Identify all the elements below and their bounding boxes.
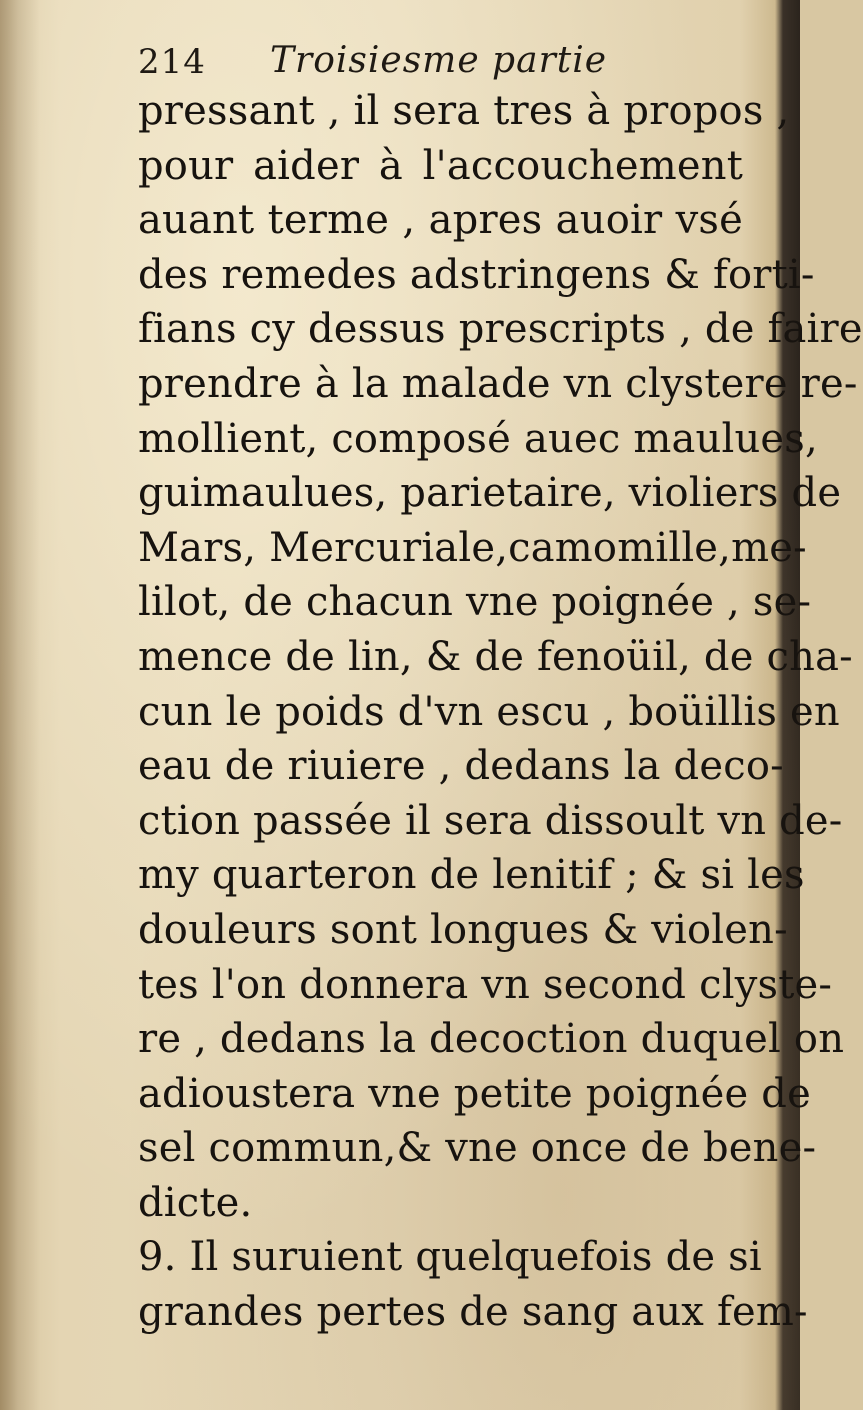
text-line: sel commun,& vne once de bene- <box>138 1125 817 1172</box>
text-line: mence de lin, & de fenoüil, de cha- <box>138 633 853 680</box>
text-line: re , dedans la decoction duquel on <box>138 1016 845 1063</box>
text-line: prendre à la malade vn clystere re- <box>138 360 858 407</box>
body-text <box>138 84 863 1340</box>
text-line: eau de riuiere , dedans la deco- <box>138 743 784 790</box>
text-line: mollient, composé auec maulues, <box>138 415 818 462</box>
text-line: tes l'on donnera vn second clyste- <box>138 961 833 1008</box>
text-line: Mars, Mercuriale,camomille,me- <box>138 524 807 571</box>
text-line: pour aider à l'accouchement <box>138 142 743 189</box>
text-line: douleurs sont longues & violen- <box>138 906 788 953</box>
text-line: my quarteron de lenitif ; & si les <box>138 852 805 899</box>
text-line: pressant , il sera tres à propos , <box>138 88 790 134</box>
text-line: adioustera vne petite poignée de <box>138 1070 811 1117</box>
text-line: dicte. <box>138 1179 253 1226</box>
text-line: fians cy dessus prescripts , de faire <box>138 306 863 353</box>
text-line: 9. Il suruient quelquefois de si <box>138 1234 762 1281</box>
text-line: grandes pertes de sang aux fem- <box>138 1289 808 1336</box>
page-number: 214 <box>138 42 206 82</box>
text-line: ction passée il sera dissoult vn de- <box>138 797 843 844</box>
running-title: Troisiesme partie <box>270 40 608 81</box>
text-line: des remedes adstringens & forti- <box>138 251 815 298</box>
page-gutter-shadow <box>0 0 40 1410</box>
text-line: cun le poids d'vn escu , boüillis en <box>138 688 840 735</box>
text-line: lilot, de chacun vne poignée , se- <box>138 579 812 626</box>
text-line: guimaulues, parietaire, violiers de <box>138 470 842 517</box>
text-line: auant terme , apres auoir vsé <box>138 197 743 244</box>
